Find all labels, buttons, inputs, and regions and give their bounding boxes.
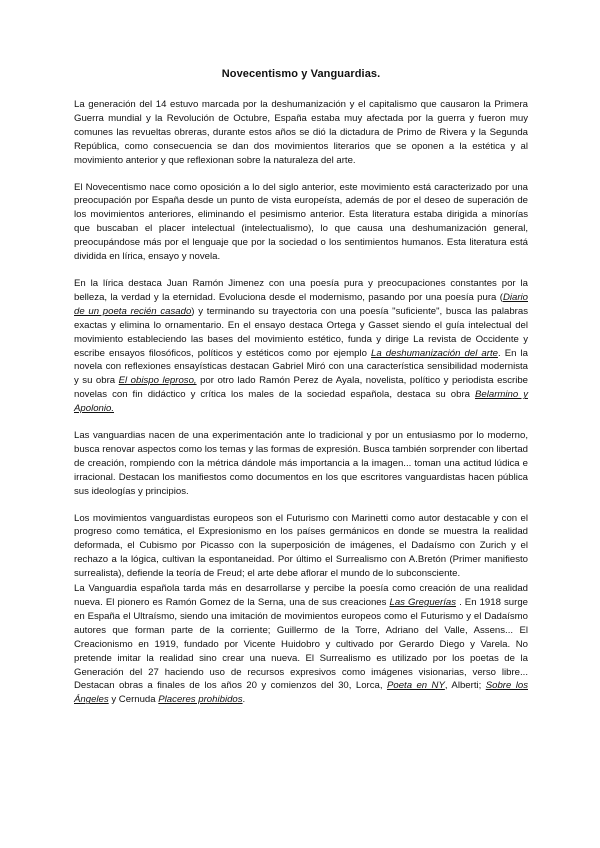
work-title-diario-poeta: Diario de un poeta recién casado <box>74 291 528 317</box>
text-run: ) y terminando su trayectoria con una poesía "suficiente", busca las palabras exactas y elimina lo ornamentario. En el ensayo destaca Ortega y Gasset siendo el guía intelectual del movimiento estableciendo las bases del movimiento estético, funda y dirige La revista de Occidente y escribe ensayos filosóficos, políticos y estéticos como por ejemplo <box>74 305 529 359</box>
text-run: y Cernuda <box>108 694 159 706</box>
paragraph-vanguardias: Las vanguardias nacen de una experimentación ante lo tradicional y por un entusiasmo por lo moderno, busca renovar aspectos como los temas y las formas de expresión. Busca también sorprender con libertad de creación, rompiendo con la métrica dándole más importancia a la imagen... toman una actitud lúdica e irracional. Destacan los manifiestos como documentos en los que escritores vanguardistas hacen pública sus ideologías y principios. <box>74 430 528 497</box>
text-run: por otro lado Ramón Perez de Ayala, novelista, político y periodista escribe novelas con fin didáctico y crítica los males de la sociedad española, destaca su obra <box>74 375 528 401</box>
text-run: La Vanguardia española tarda más en desarrollarse y percibe la poesía como creación de una realidad nueva. El pionero es Ramón Gomez de la Serna, una de sus creaciones <box>74 583 528 608</box>
text-run: , Alberti; <box>444 680 486 692</box>
work-title-deshumanizacion-arte: La deshumanización del arte <box>371 347 498 359</box>
document-title: Novecentismo y Vanguardias. <box>221 68 381 80</box>
work-title-sobre-los-angeles: Sobre los Ángeles <box>74 680 529 706</box>
paragraph-vanguardias-europeas: Los movimientos vanguardistas europeos son el Futurismo con Marinetti como autor destacable y con el progreso como temática, el Expresionismo en los países germánicos en donde se muestra la realidad deformada, el Cubismo por Picasso con la superposición de imágenes, el Dadaísmo con Zurich y el rechazo a la lógica, cultivan la espontaneidad. Por último el Surrealismo con A.Bretón (Primer manifiesto surrealista), defiende la teoría de Freud; el arte debe aflorar el mundo de lo subconsciente. <box>74 512 528 580</box>
work-title-placeres-prohibidos: Placeres prohibidos <box>158 694 243 706</box>
paragraph-vanguardia-espanola <box>74 582 528 707</box>
text-run: . <box>242 694 246 706</box>
work-title-belarmino-apolonio: Belarmino y Apolonio. <box>74 389 528 415</box>
text-run: . En la novela con reflexiones ensayísticas destacan Gabriel Miró con una característica sensibilidad modernista y su obra <box>74 347 528 387</box>
text-run: . En 1918 surge en España el Ultraísmo, siendo una imitación de movimientos europeos como el Futurismo y el Dadaísmo autores que forman parte de la corriente; Guillermo de la Torre, Adriano del Valle, Assens... El Creacionismo en 1919, fundado por Vicente Huidobro y cultivado por Gerardo Diego y Varela. No pretende imitar la realidad sino crear una nueva. El Surrealismo es utilizado por los poetas de la Generación del 27 haciendo uso de recursos expresivos como imágenes visionarias, verso libre... Destacan obras a finales de los años 20 y comienzos del 30, Lorca, <box>74 597 528 692</box>
paragraph-generacion-14: La generación del 14 estuvo marcada por la deshumanización y el capitalismo que causaron la Primera Guerra mundial y la Revolución de Octubre, España estaba muy afectada por la guerra y fueron muy comunes las revueltas obreras, durante estos años se dió la dictadura de Primo de Rivera y la Segunda República, como consecuencia se dan dos movimientos literarios que se oponen a la estética y al movimiento anterior y que reflexionan sobre la naturaleza del arte. <box>74 99 528 166</box>
work-title-greguerias: Las Greguerías <box>389 597 457 608</box>
paragraph-novecentismo: El Novecentismo nace como oposición a lo del siglo anterior, este movimiento está caracterizado por una preocupación por España desde un punto de vista europeísta, además de por el deseo de superación de los movimientos anteriores, eliminando el pesimismo anterior. Esta literatura estaba dirigida a minorías que buscaban el placer intelectual (intelectualismo), lo que causa una deshumanización general, preocupándose más por el lenguaje que por la sociedad o los sentimientos humanos. Esta literatura está dividida en lírica, ensayo y novela. <box>74 181 528 263</box>
work-title-poeta-en-ny: Poeta en NY <box>386 680 445 692</box>
paragraph-lirica-ensayo-novela <box>74 277 528 416</box>
text-run: En la lírica destaca Juan Ramón Jimenez con una poesía pura y preocupaciones constantes por la belleza, la verdad y la eternidad. Evoluciona desde el modernismo, pasando por una poesía pura ( <box>74 277 528 303</box>
work-title-obispo-leproso: El obispo leproso, <box>118 375 197 387</box>
